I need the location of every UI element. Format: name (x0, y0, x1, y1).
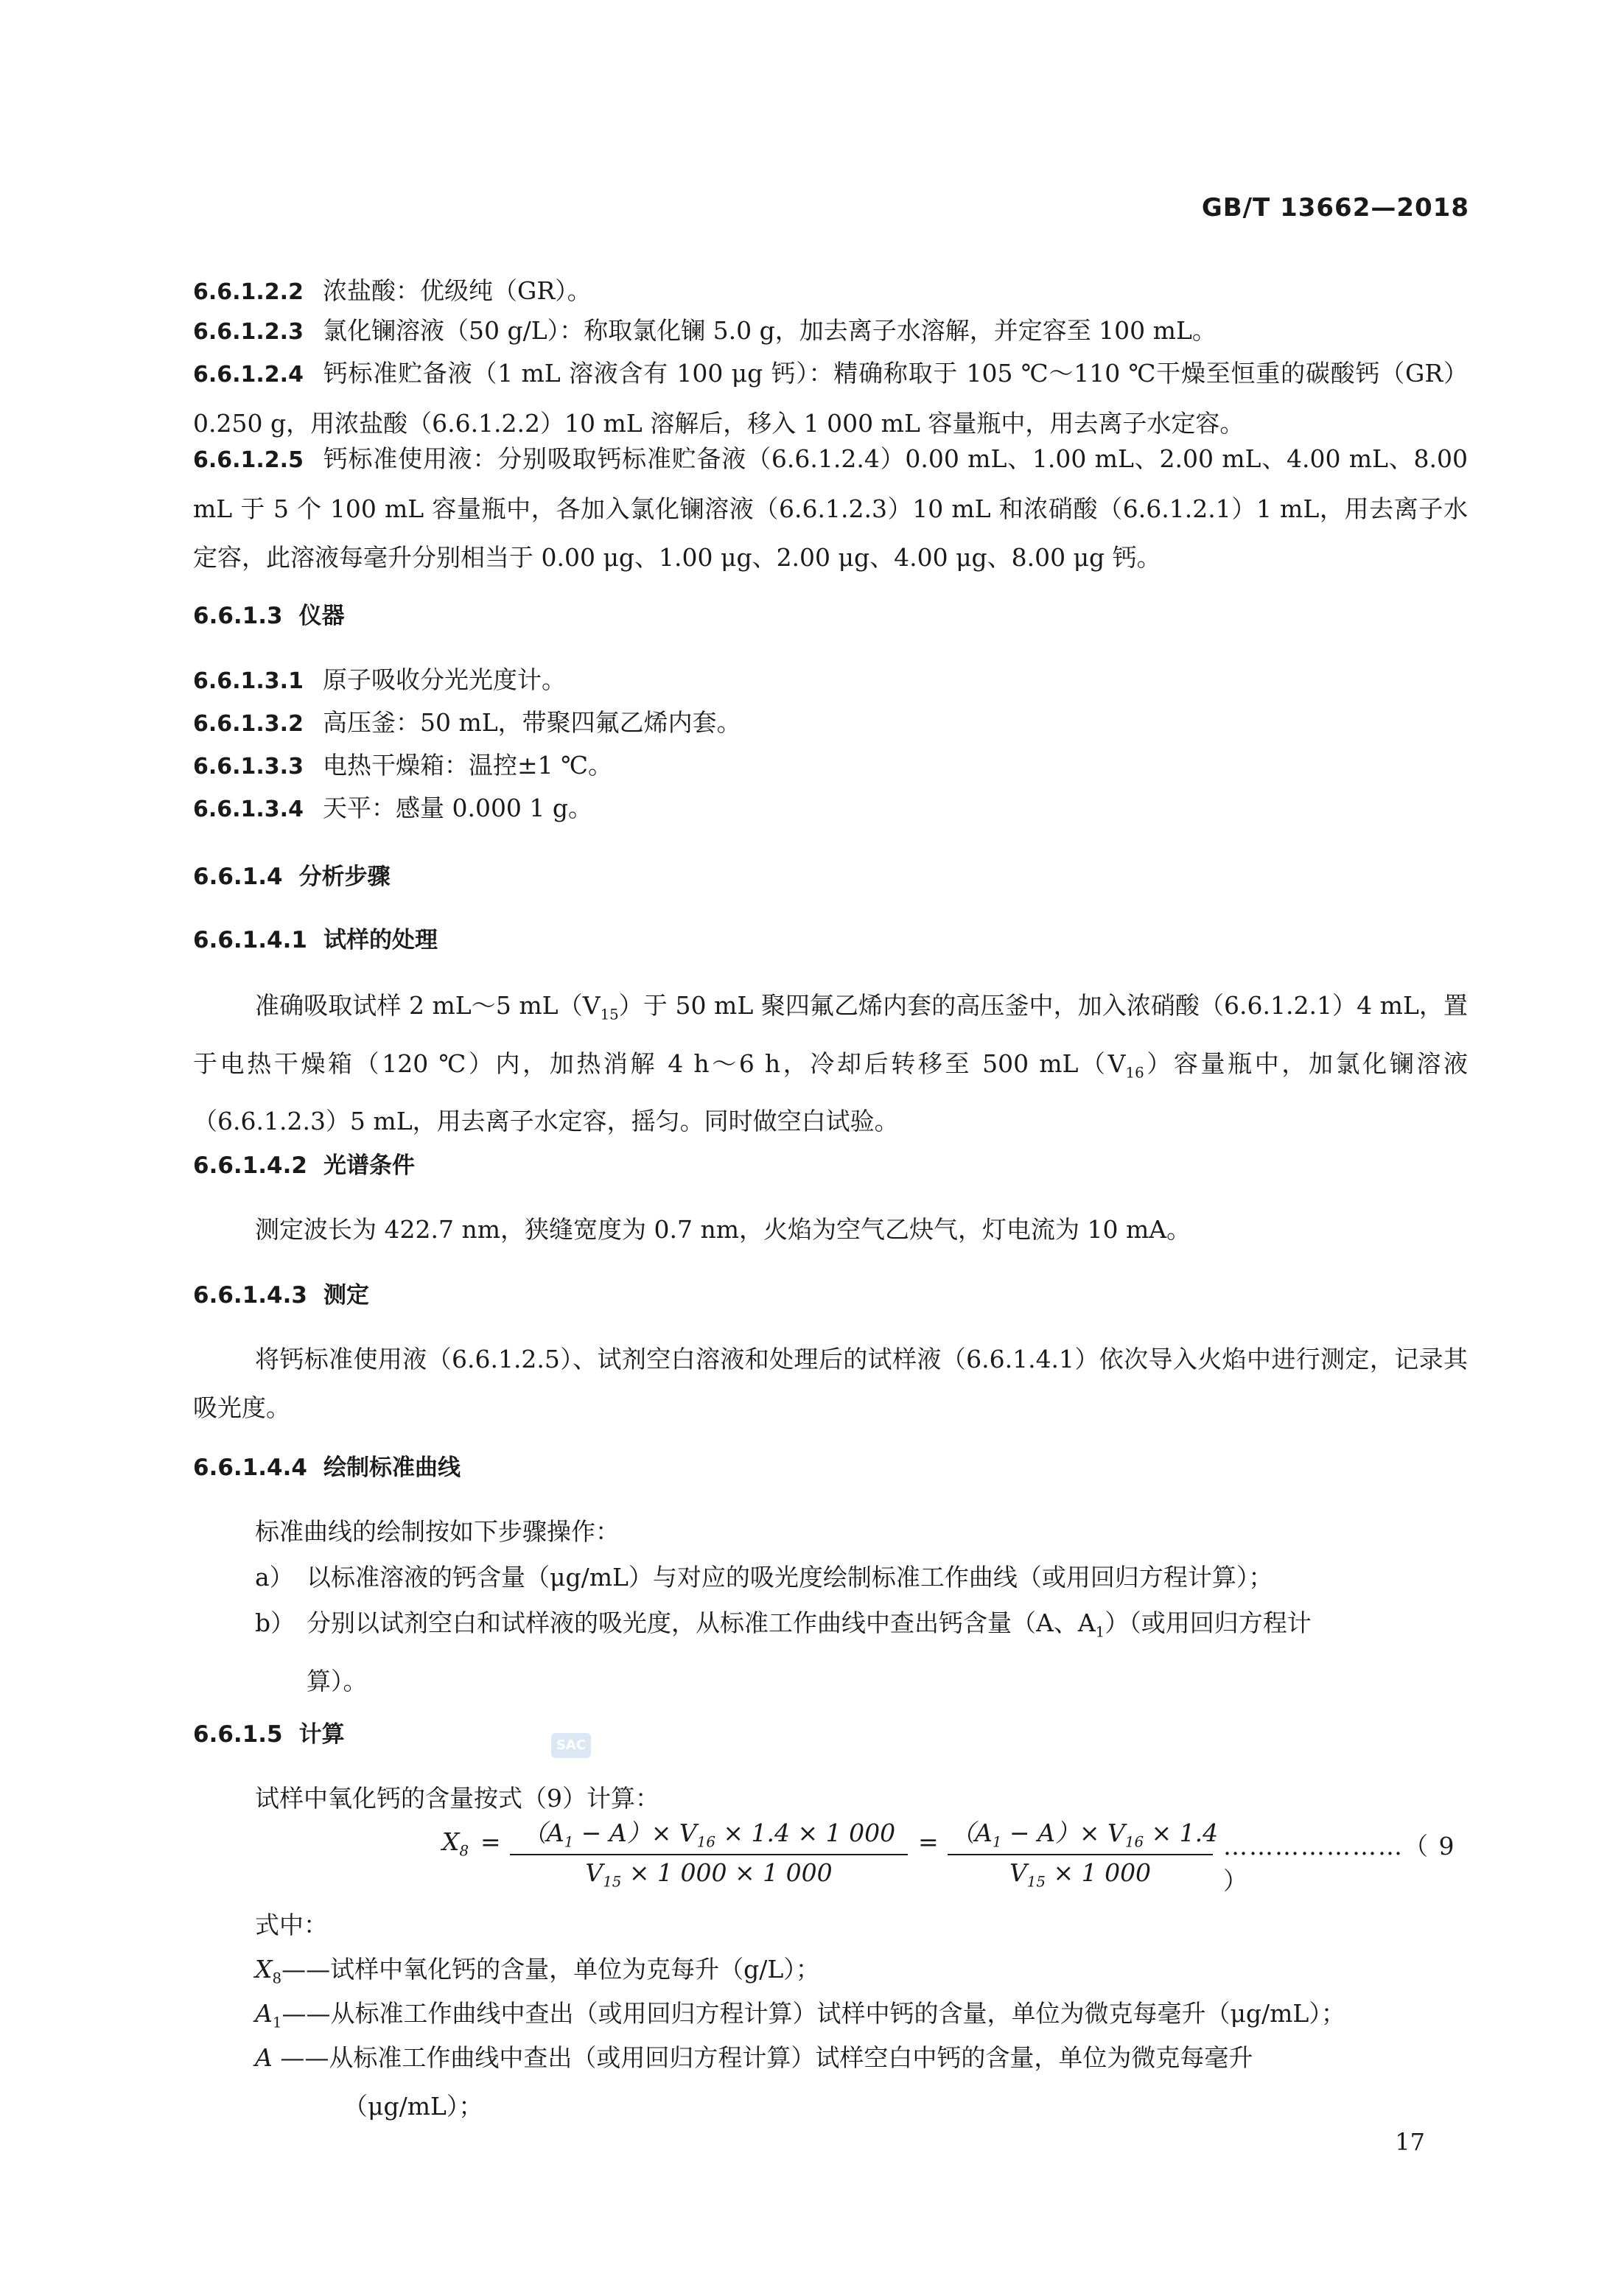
heading-number: 6.6.1.4.4 (193, 1454, 307, 1481)
curve-intro-paragraph: 标准曲线的绘制按如下步骤操作： (255, 1517, 620, 1546)
clause-number: 6.6.1.2.5 (193, 447, 304, 473)
equals-sign: = (918, 1827, 939, 1856)
subscript: 15 (600, 1006, 619, 1023)
heading-title: 计算 (298, 1721, 345, 1748)
subscript: 16 (696, 1833, 715, 1851)
fraction-1 (510, 1814, 908, 1890)
heading-6-6-1-4-2 (193, 1144, 415, 1188)
subscript: 8 (459, 1842, 469, 1860)
clause-number: 6.6.1.3.4 (193, 797, 304, 822)
subscript: 8 (272, 1970, 282, 1987)
term: × 1 000 (1045, 1858, 1152, 1887)
heading-6-6-1-5 (193, 1712, 345, 1757)
heading-6-6-1-4-4 (193, 1446, 461, 1490)
heading-title: 光谱条件 (323, 1152, 415, 1179)
heading-title: 仪器 (298, 603, 345, 629)
definition-text: ——从标准工作曲线中查出（或用回归方程计算）试样空白中钙的含量，单位为微克每毫升 (272, 2043, 1253, 2072)
list-text: 分别以试剂空白和试样液的吸光度，从标准工作曲线中查出钙含量（A、A (307, 1608, 1096, 1637)
definition-text: ——从标准工作曲线中查出（或用回归方程计算）试样中钙的含量，单位为微克每毫升（μg/mL）； (281, 1999, 1345, 2028)
list-text: ）（或用回归方程计 (1105, 1608, 1312, 1637)
list-text: 以标准溶液的钙含量（μg/mL）与对应的吸光度绘制标准工作曲线（或用回归方程计算）； (307, 1563, 1273, 1592)
clause-text: 浓盐酸：优级纯（GR）。 (322, 276, 592, 305)
determination-paragraph: 将钙标准使用液（6.6.1.2.5）、试剂空白溶液和处理后的试样液（6.6.1.4.1）依次导入火焰中进行测定，记录其吸光度。 (193, 1345, 1468, 1422)
denominator (948, 1855, 1213, 1891)
sample-treatment-paragraph (193, 981, 1468, 1146)
clause-number: 6.6.1.3.2 (193, 711, 304, 737)
list-marker: a） (255, 1563, 294, 1592)
term: − A）× V (573, 1818, 697, 1847)
clause-6-6-1-3-4 (193, 784, 1468, 834)
where-label: 式中： (255, 1911, 328, 1939)
list-item-a (255, 1553, 1468, 1602)
heading-6-6-1-3 (193, 594, 345, 638)
subscript: 1 (1095, 1623, 1105, 1641)
heading-number: 6.6.1.4.1 (193, 927, 307, 953)
clause-number: 6.6.1.2.4 (193, 362, 304, 388)
text-run: ）容量瓶中，加氯化镧溶液（6.6.1.2.3）5 mL，用去离子水定容，摇匀。同时做空白试验。 (193, 1049, 1468, 1136)
subscript: 1 (992, 1833, 1002, 1851)
clause-number: 6.6.1.3.1 (193, 668, 304, 694)
heading-title: 分析步骤 (298, 864, 391, 890)
heading-number: 6.6.1.5 (193, 1721, 283, 1748)
numerator (948, 1814, 1219, 1855)
heading-6-6-1-4-3 (193, 1273, 369, 1317)
heading-number: 6.6.1.4.3 (193, 1282, 307, 1309)
heading-6-6-1-4-1 (193, 918, 438, 962)
term: × 1.4 (1144, 1818, 1219, 1847)
list-item-b (255, 1599, 1468, 1706)
numerator (510, 1814, 908, 1855)
clause-number: 6.6.1.2.2 (193, 279, 304, 305)
text-run: 准确吸取试样 2 mL～5 mL（V (255, 991, 601, 1020)
formula-number: …………………（ 9 ） (1223, 1832, 1456, 1895)
sac-watermark-logo: SAC (551, 1733, 591, 1758)
variable: A (255, 1999, 273, 2028)
standard-number-header: GB/T 13662—2018 (1201, 193, 1469, 223)
term: V (1009, 1858, 1027, 1887)
list-marker: b） (255, 1608, 295, 1637)
page-number: 17 (1395, 2128, 1425, 2156)
formula-9 (442, 1814, 1474, 1895)
clause-text: 高压釜：50 mL，带聚四氟乙烯内套。 (322, 708, 741, 737)
subscript: 16 (1125, 1064, 1144, 1082)
term: − A）× V (1001, 1818, 1125, 1847)
clause-text: 电热干燥箱：温控±1 ℃。 (322, 751, 613, 780)
calculation-intro: 试样中氧化钙的含量按式（9）计算： (255, 1784, 659, 1813)
subscript: 16 (1124, 1833, 1144, 1851)
subscript: 1 (564, 1833, 574, 1851)
clause-6-6-1-2-5 (193, 435, 1468, 582)
clause-text: 氯化镧溶液（50 g/L）：称取氯化镧 5.0 g，加去离子水溶解，并定容至 100 mL。 (322, 316, 1217, 345)
term: × 1.4 × 1 000 (715, 1818, 896, 1847)
heading-title: 测定 (323, 1282, 369, 1309)
heading-number: 6.6.1.4 (193, 864, 283, 890)
text-run: ）于 50 mL 聚四氟乙烯内套的高压釜中，加入浓硝酸（6.6.1.2.1）4 mL，置于电热干燥箱（120 ℃）内，加热消解 4 h～6 h，冷却后转移至 500 mL（V (193, 991, 1468, 1078)
definition-text-continuation: （μg/mL）； (343, 2092, 483, 2121)
subscript: 15 (603, 1873, 622, 1891)
heading-6-6-1-4 (193, 855, 391, 899)
variable: X (442, 1827, 460, 1856)
denominator (510, 1855, 908, 1891)
clause-text: 天平：感量 0.000 1 g。 (322, 794, 593, 822)
equals-sign: = (480, 1827, 501, 1856)
list-text-continuation: 算）。 (307, 1666, 368, 1695)
term: （A (951, 1818, 993, 1847)
term: V (585, 1858, 603, 1887)
term: × 1 000 × 1 000 (621, 1858, 833, 1887)
variable: A (255, 2043, 273, 2072)
heading-title: 试样的处理 (323, 927, 438, 953)
clause-6-6-1-2-4 (193, 349, 1468, 448)
clause-text: 原子吸收分光光度计。 (322, 665, 566, 694)
term: （A (522, 1818, 564, 1847)
heading-title: 绘制标准曲线 (323, 1454, 461, 1481)
definition-text: ——试样中氧化钙的含量，单位为克每升（g/L）； (281, 1955, 820, 1984)
clause-text: 钙标准使用液：分别吸取钙标准贮备液（6.6.1.2.4）0.00 mL、1.00 mL、2.00 mL、4.00 mL、8.00 mL 于 5 个 100 mL 容量瓶中，各加入氯化镧溶液（6.6.1.2.3）10 mL 和浓硝酸（6.6.1.2.1）1 mL，用去离子水定容，此溶液每毫升分别相当于 0.00 μg、1.00 μg、2.00 μg、4.00 μg、8.00 μg 钙。 (193, 444, 1468, 572)
fraction-2 (948, 1814, 1219, 1891)
clause-text: 钙标准贮备液（1 mL 溶液含有 100 μg 钙）：精确称取于 105 ℃～110 ℃干燥至恒重的碳酸钙（GR）0.250 g，用浓盐酸（6.6.1.2.2）10 mL 溶解后，移入 1 000 mL 容量瓶中，用去离子水定容。 (193, 359, 1468, 438)
clause-number: 6.6.1.2.3 (193, 319, 304, 345)
clause-number: 6.6.1.3.3 (193, 754, 304, 780)
subscript: 1 (272, 2014, 282, 2031)
subscript: 15 (1026, 1873, 1046, 1891)
variable: X (255, 1955, 273, 1984)
spectral-conditions-paragraph: 测定波长为 422.7 nm，狭缝宽度为 0.7 nm，火焰为空气乙炔气，灯电流为 10 mA。 (255, 1215, 1191, 1244)
heading-number: 6.6.1.3 (193, 603, 283, 629)
formula-lhs (442, 1827, 469, 1860)
definition-a (255, 2034, 1468, 2131)
heading-number: 6.6.1.4.2 (193, 1152, 307, 1179)
